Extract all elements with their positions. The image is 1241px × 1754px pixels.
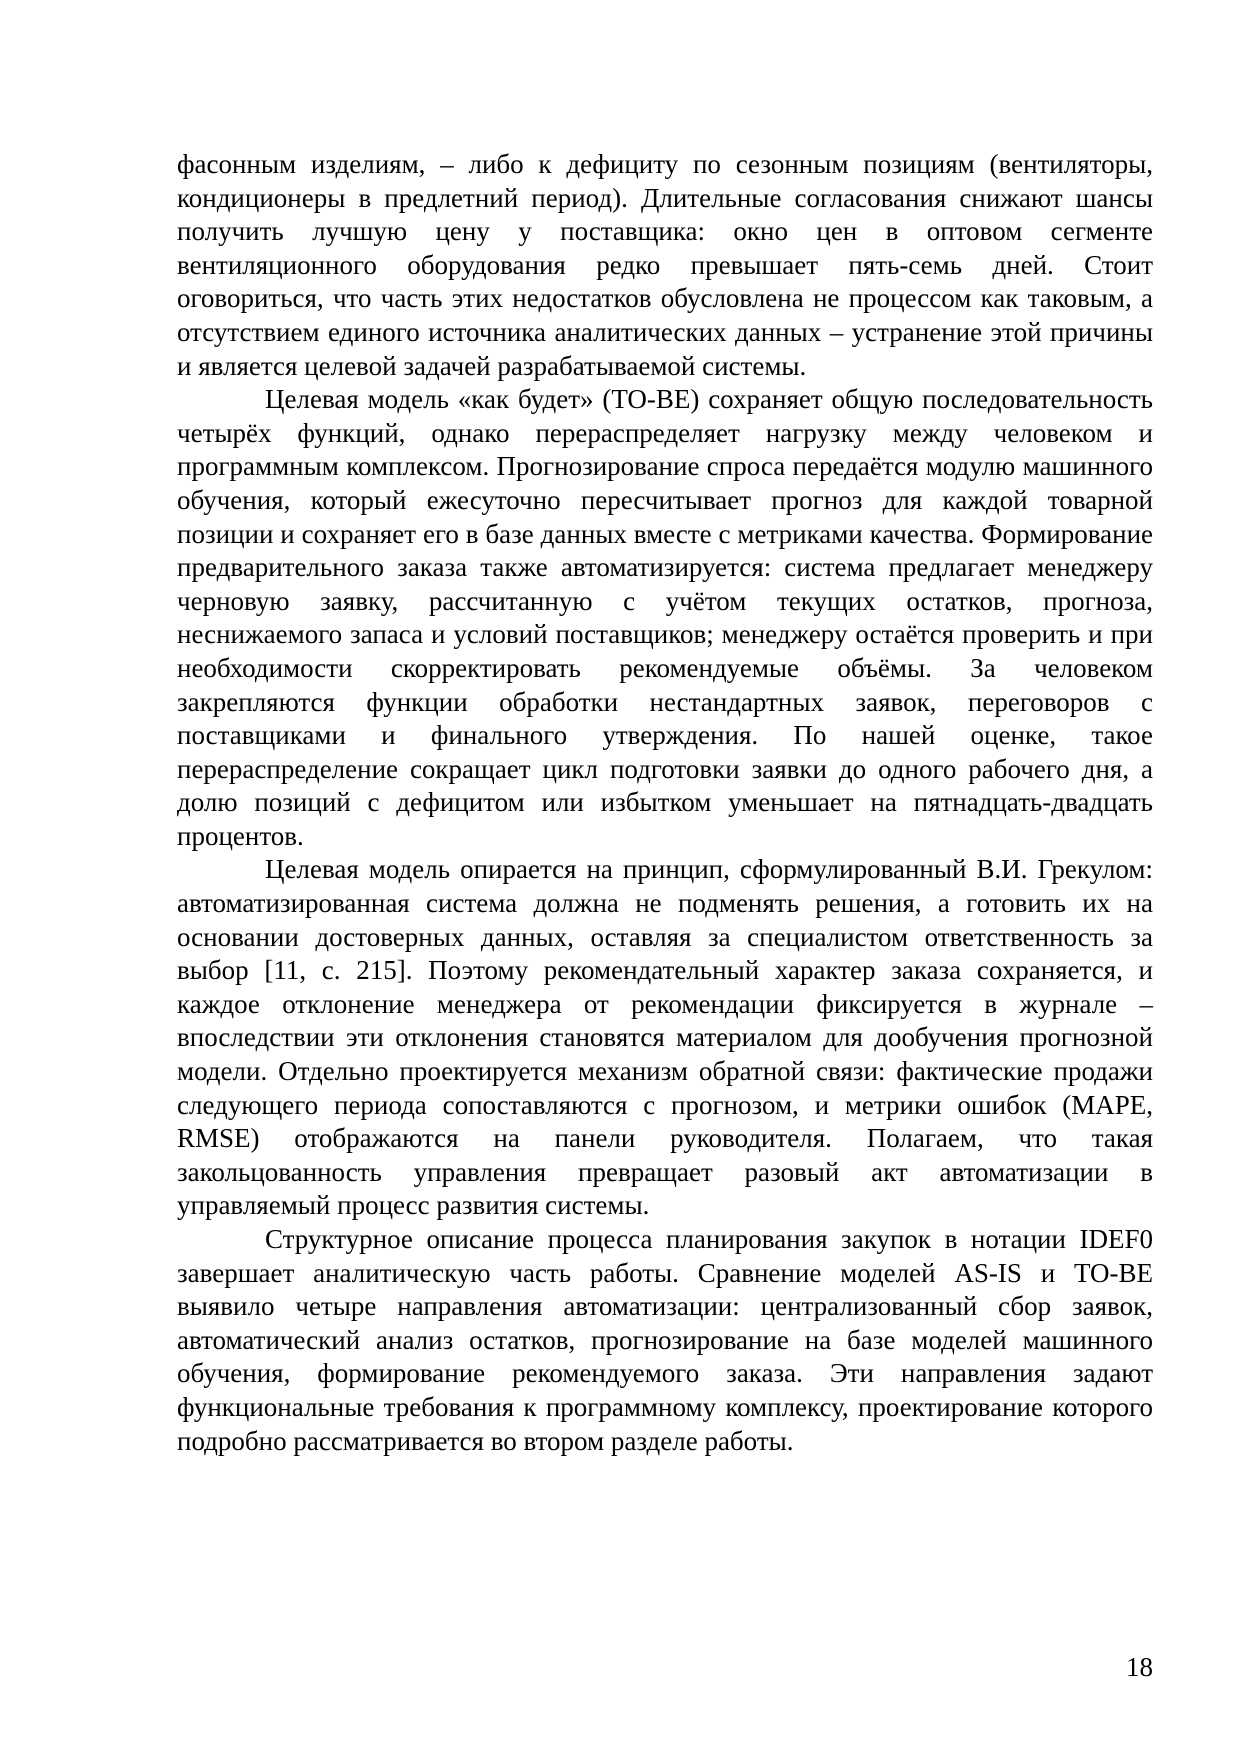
paragraph-grekul-principle: Целевая модель опирается на принцип, сформулированный В.И. Грекулом: автоматизированная система должна не подменять решения, а готовить их на основании достоверных данных, оставляя за специалистом ответственность за выбор [11, с. 215]. Поэтому рекомендательный характер заказа сохраняется, и каждое отклонение менеджера от рекомендации фиксируется в журнале – впоследствии эти отклонения становятся материалом для дообучения прогнозной модели. Отдельно проектируется механизм обратной связи: фактические продажи следующего периода сопоставляются с прогнозом, и метрики ошибок (MAPE, RMSE) отображаются на панели руководителя. Полагаем, что такая закольцованность управления превращает разовый акт автоматизации в управляемый процесс развития системы.: [177, 854, 1153, 1221]
paragraph-idef0-summary: Структурное описание процесса планирования закупок в нотации IDEF0 завершает аналитическую часть работы. Сравнение моделей AS-IS и TO-BE выявило четыре направления автоматизации: централизованный сбор заявок, автоматический анализ остатков, прогнозирование на базе моделей машинного обучения, формирование рекомендуемого заказа. Эти направления задают функциональные требования к программному комплексу, проектирование которого подробно рассматривается во втором разделе работы.: [177, 1224, 1153, 1456]
paragraph-continuation: фасонным изделиям, – либо к дефициту по сезонным позициям (вентиляторы, кондиционеры в предлетний период). Длительные согласования снижают шансы получить лучшую цену у поставщика: окно цен в оптовом сегменте вентиляционного оборудования редко превышает пять-семь дней. Стоит оговориться, что часть этих недостатков обусловлена не процессом как таковым, а отсутствием единого источника аналитических данных – устранение этой причины и является целевой задачей разрабатываемой системы.: [177, 149, 1153, 381]
page-number: 18: [1126, 1652, 1153, 1682]
paragraph-to-be-model: Целевая модель «как будет» (TO-BE) сохраняет общую последовательность четырёх функций, однако перераспределяет нагрузку между человеком и программным комплексом. Прогнозирование спроса передаётся модулю машинного обучения, который ежесуточно пересчитывает прогноз для каждой товарной позиции и сохраняет его в базе данных вместе с метриками качества. Формирование предварительного заказа также автоматизируется: система предлагает менеджеру черновую заявку, рассчитанную с учётом текущих остатков, прогноза, неснижаемого запаса и условий поставщиков; менеджеру остаётся проверить и при необходимости скорректировать рекомендуемые объёмы. За человеком закрепляются функции обработки нестандартных заявок, переговоров с поставщиками и финального утверждения. По нашей оценке, такое перераспределение сокращает цикл подготовки заявки до одного рабочего дня, а долю позиций с дефицитом или избытком уменьшает на пятнадцать-двадцать процентов.: [177, 384, 1153, 851]
body-text: [177, 148, 1153, 1458]
